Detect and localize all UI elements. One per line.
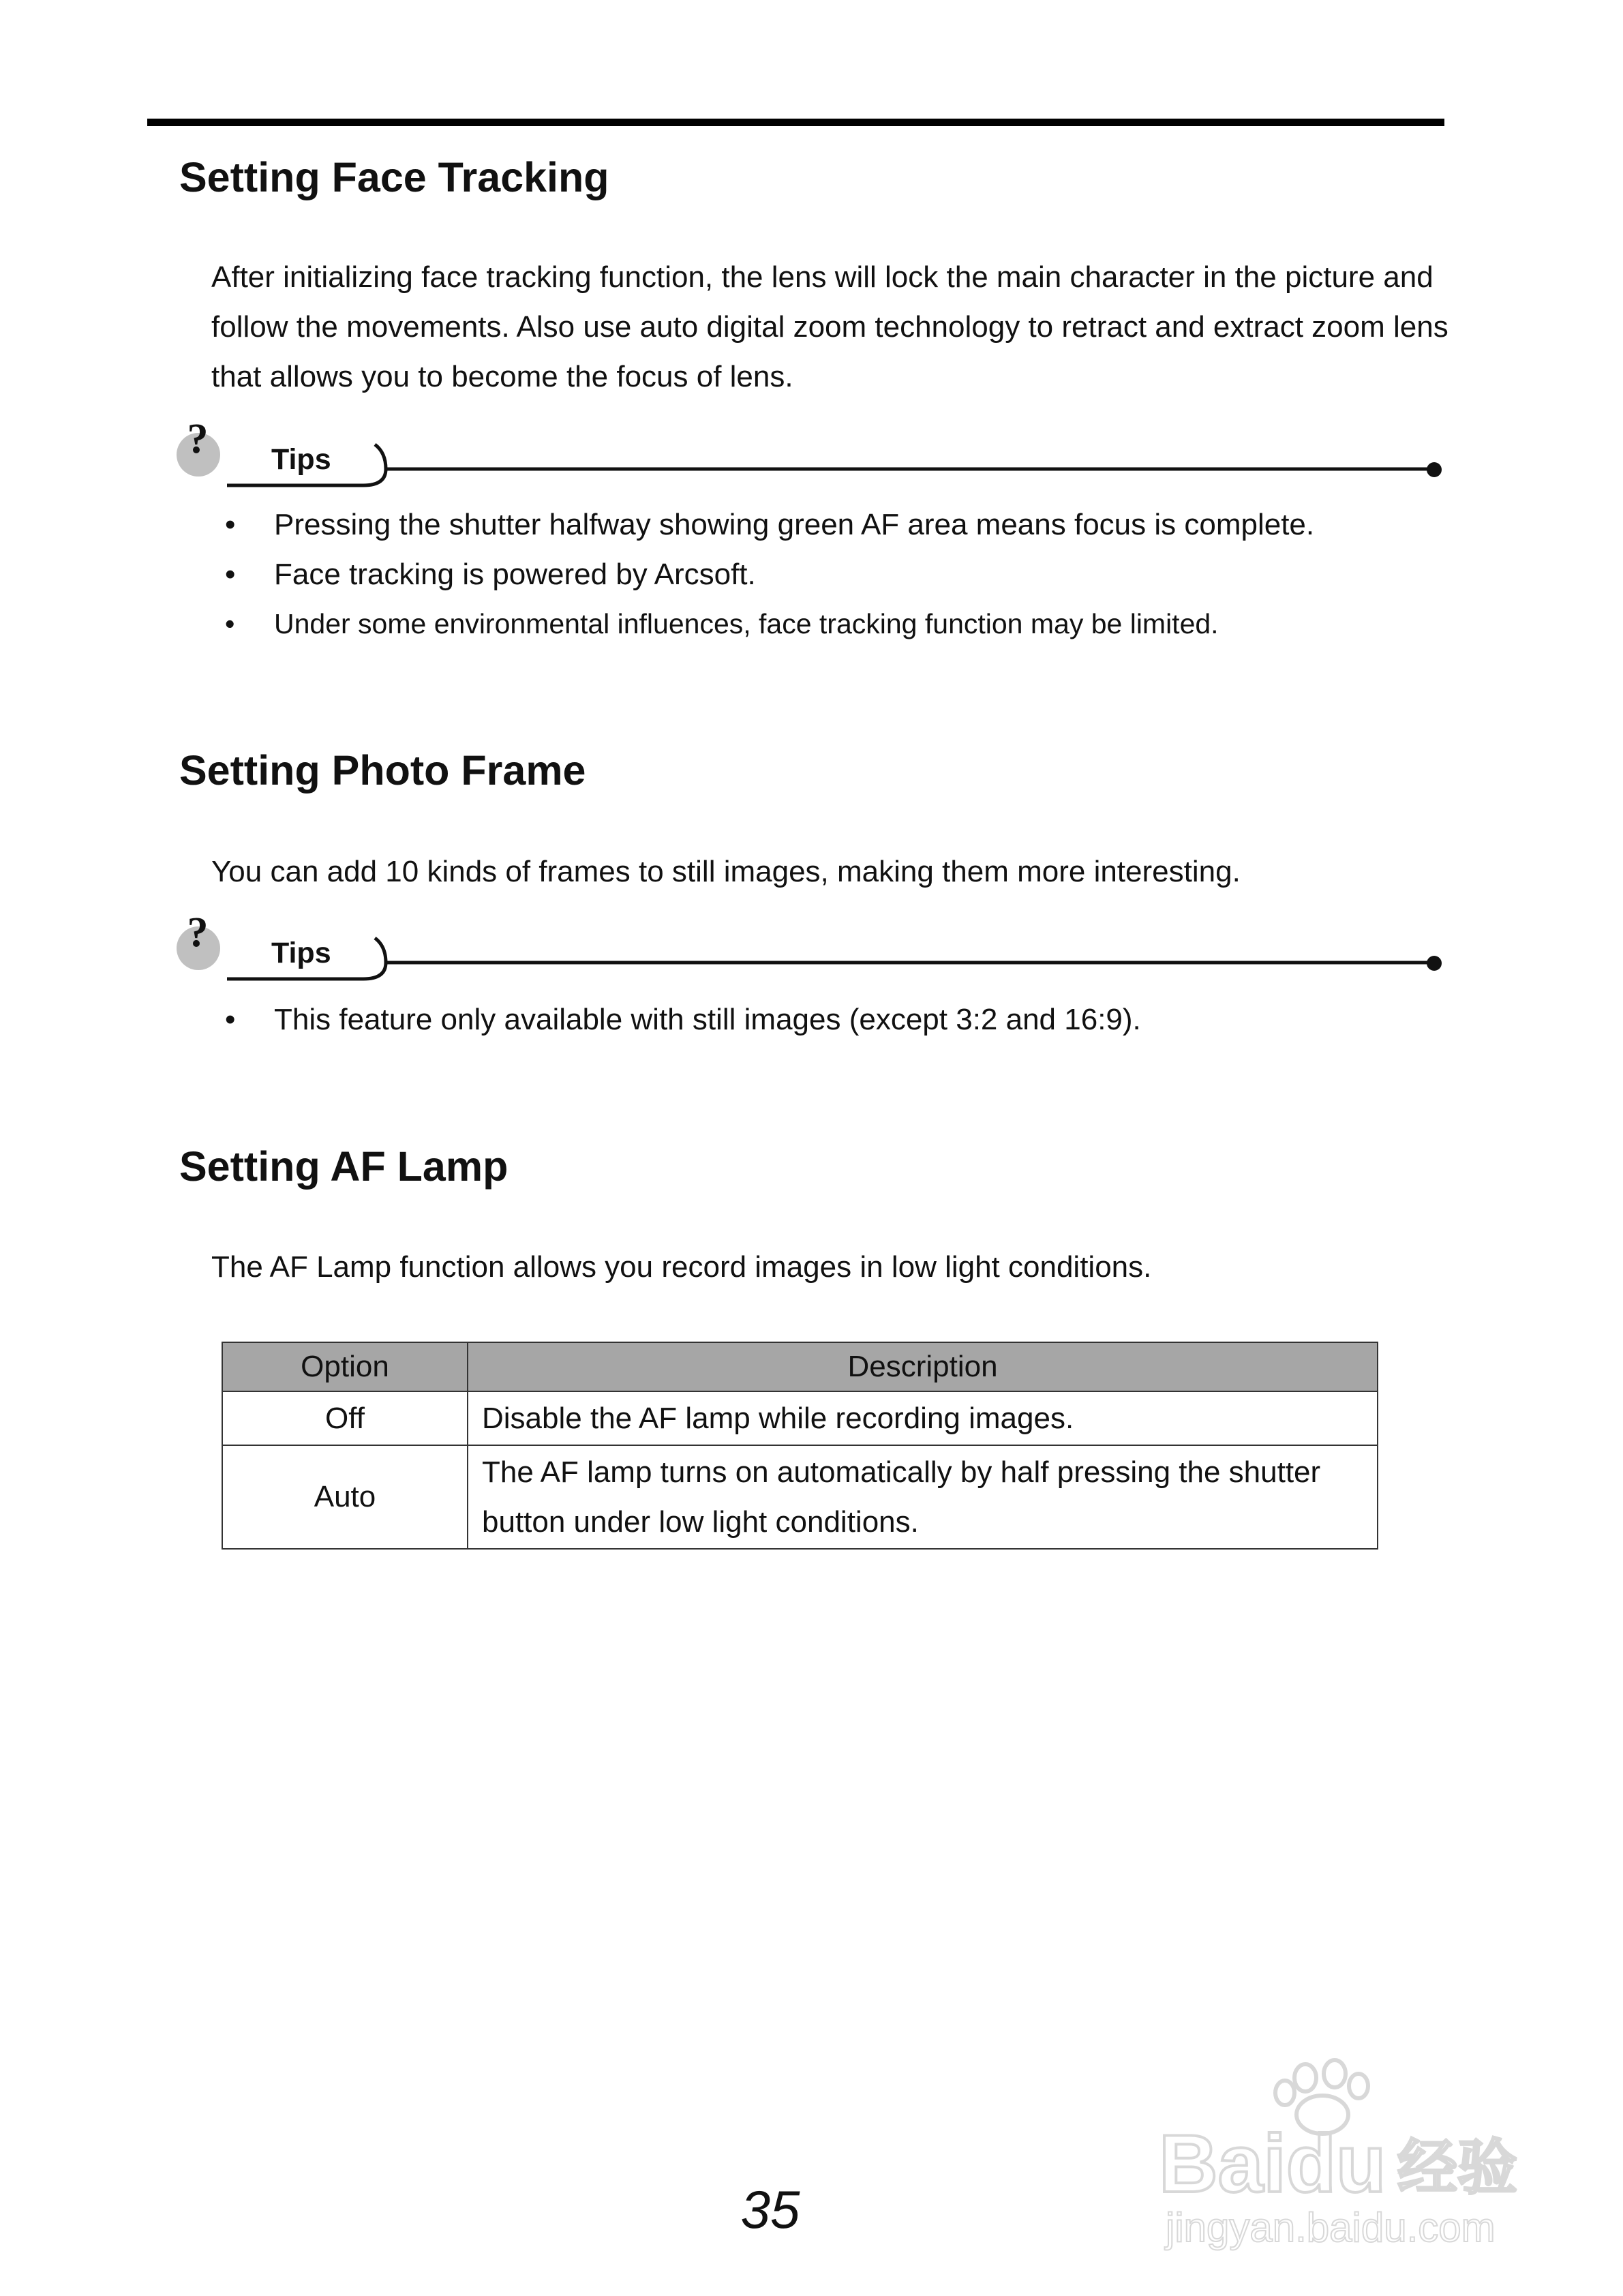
bullet-icon: • <box>225 1003 236 1036</box>
section-title-photo-frame: Setting Photo Frame <box>179 747 586 794</box>
table-cell-description: The AF lamp turns on automatically by half pressing the shutter button under low light conditions. <box>468 1445 1378 1549</box>
tip-item: • Pressing the shutter halfway showing green AF area means focus is complete. <box>225 500 1314 549</box>
top-rule <box>147 119 1444 126</box>
section-title-face-tracking: Setting Face Tracking <box>179 154 609 200</box>
tip-item: • This feature only available with still images (except 3:2 and 16:9). <box>225 995 1141 1044</box>
page-number: 35 <box>740 2179 800 2239</box>
tips-list-face-tracking <box>225 500 1314 649</box>
section-title-af-lamp: Setting AF Lamp <box>179 1143 509 1190</box>
watermark-brand: Baidu <box>1159 2118 1386 2209</box>
baidu-paw-logo-icon <box>1152 2059 1534 2263</box>
question-mark-icon: ? <box>187 909 209 956</box>
tip-item: • Under some environmental influences, face tracking function may be limited. <box>225 599 1314 649</box>
baidu-watermark <box>1152 2059 1534 2263</box>
tips-label: Tips <box>271 937 331 969</box>
table-header-option: Option <box>222 1342 468 1391</box>
question-mark-icon: ? <box>187 416 209 462</box>
tips-header-photo-frame <box>176 911 1448 979</box>
table-row <box>222 1445 1378 1549</box>
table-header-description: Description <box>468 1342 1378 1391</box>
face-tracking-paragraph: After initializing face tracking function, the lens will lock the main character in the picture and follow the movements. Also use auto digital zoom technology to retract and extract zoom lens that allows you to become the focus of lens. <box>211 260 1448 393</box>
tips-line-end-dot <box>1427 462 1442 477</box>
table-cell-option: Auto <box>222 1445 468 1549</box>
photo-frame-paragraph: You can add 10 kinds of frames to still images, making them more interesting. <box>211 855 1241 888</box>
tips-label: Tips <box>271 443 331 476</box>
tips-decoration <box>176 417 1448 485</box>
tips-decoration <box>176 911 1448 979</box>
table-header-row <box>222 1342 1378 1391</box>
tips-list-photo-frame <box>225 995 1141 1044</box>
af-lamp-table <box>222 1342 1378 1550</box>
table-cell-option: Off <box>222 1391 468 1445</box>
tip-item: • Face tracking is powered by Arcsoft. <box>225 549 1314 599</box>
bullet-icon: • <box>225 558 236 591</box>
watermark-url: jingyan.baidu.com <box>1166 2205 1496 2250</box>
table-row <box>222 1391 1378 1445</box>
bullet-icon: • <box>225 508 236 541</box>
watermark-cn: 经验 <box>1397 2132 1518 2203</box>
af-lamp-paragraph: The AF Lamp function allows you record images in low light conditions. <box>211 1250 1152 1284</box>
tips-line-end-dot <box>1427 956 1442 971</box>
bullet-icon: • <box>225 608 235 639</box>
table-cell-description: Disable the AF lamp while recording images. <box>468 1391 1378 1445</box>
tips-header-face-tracking <box>176 417 1448 485</box>
